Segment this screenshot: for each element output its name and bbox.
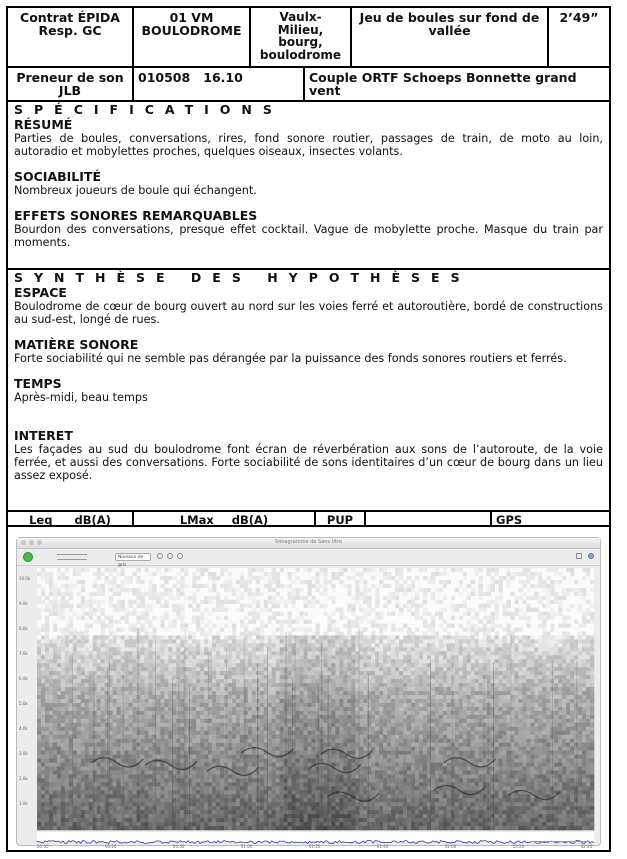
recording-row [8,68,609,102]
specifications-heading: SPÉCIFICATIONS [14,102,283,117]
time-scroll-slider[interactable] [530,841,590,842]
place-cell: Vaulx- Milieu, bourg, boulodrome [251,8,352,66]
frequency-tick: 3.0k [19,751,28,756]
lmax-cell [134,512,316,525]
pup-value-cell [366,512,492,525]
window-title: Sonagramme de Sans titre [275,539,342,545]
temps-text: Après-midi, beau temps [14,391,148,404]
time-tick: 01:00 [240,844,253,849]
frequency-tick: 2.0k [19,776,28,781]
time-tick: 00:40 [172,844,185,849]
synthese-section [8,270,609,510]
date-time-cell: 010508 16.10 [134,68,305,100]
title-cell: Jeu de boules sur fond de vallée [352,8,549,66]
code-cell: 01 VM BOULODROME [134,8,251,66]
operator-cell: Preneur de son JLB [8,68,134,100]
spectrogram-panel [8,527,609,850]
frequency-tick: 10.0k [19,576,31,581]
leq-cell [8,512,134,525]
frequency-tick: 5.0k [19,701,28,706]
bottom-bar [17,838,600,845]
lmax-unit: dB(A) [231,513,269,527]
zoom-in-icon[interactable] [157,553,163,559]
lmax-label: LMax [179,513,214,527]
spectrogram-plot [37,568,594,830]
effets-title: EFFETS SONORES REMARQUABLES [14,208,258,223]
setup-cell: Couple ORTF Schoeps Bonnette grand vent [309,70,577,98]
zoom-out-icon[interactable] [167,553,173,559]
time-tick: 00:00 [37,844,49,849]
sociabilite-text: Nombreux joueurs de boule qui échangent. [14,184,257,197]
duration-cell: 2’49” [559,10,599,25]
frequency-tick: 9.0k [19,601,28,606]
gps-cell: GPS [496,513,523,527]
frequency-tick: 1.0k [19,801,28,806]
time-tick: 02:20 [512,844,525,849]
resume-text: Parties de boules, conversations, rires, fond sonore routier, passages de train, de moto au loin, autoradio et mobylettes proches, quelques oiseaux, insectes volants. [14,132,603,158]
specifications-section [8,102,609,270]
spectrogram-toolbar [17,549,600,566]
frequency-tick: 6.0k [19,676,28,681]
info-icon[interactable] [588,553,594,559]
synthese-heading: SYNTHÈSE DES HYPOTHÈSES [14,270,471,285]
espace-title: ESPACE [14,285,67,300]
frequency-tick: 8.0k [19,626,28,631]
espace-text: Boulodrome de cœur de bourg ouvert au nord sur les voies ferré et autoroutière, bordé de constructions au sud-est, longé de rues. [14,300,603,326]
frequency-tick: 4.0k [19,726,28,731]
contract-cell: Contrat ÉPIDA Resp. GC [8,8,134,66]
spectrogram-window [16,537,601,849]
matiere-text: Forte sociabilité qui ne semble pas dérangée par la puissance des fonds sonores routiers et ferrés. [14,352,567,365]
sociabilite-title: SOCIABILITÉ [14,169,101,184]
spectrogram-image [37,568,594,830]
matiere-title: MATIÈRE SONORE [14,337,139,352]
time-tick: 02:40 [580,844,593,849]
record-button[interactable] [23,552,33,562]
time-tick: 01:40 [376,844,389,849]
measures-row [8,510,609,527]
time-tick: 01:20 [308,844,321,849]
resume-title: RÉSUMÉ [14,117,73,132]
interet-text: Les façades au sud du boulodrome font écran de réverbération aux sons de l’autoroute, de la voie ferrée, et aussi des conversations. Forte sociabilité de sons identitaires d’un cœur de bourg dans un lieu assez exposé. [14,443,603,482]
window-titlebar [17,538,600,549]
temps-title: TEMPS [14,376,62,391]
frequency-axis [17,568,37,830]
gain-slider[interactable] [57,554,87,555]
range-slider[interactable] [57,559,87,560]
frequency-tick: 7.0k [19,651,28,656]
zoom-fit-icon[interactable] [177,553,183,559]
leq-label: Leq [29,513,53,527]
time-tick: 02:00 [444,844,457,849]
sound-sheet [6,6,611,852]
effets-text: Bourdon des conversations, presque effet cocktail. Vague de mobylette proche. Masque du train par moments. [14,223,603,249]
time-tick: 00:20 [104,844,117,849]
interet-title: INTERET [14,428,73,443]
pup-cell: PUP [316,512,366,525]
color-mode-select[interactable]: Niveaux de gris [115,553,151,561]
header-row [8,8,609,68]
print-icon[interactable] [576,553,582,559]
leq-unit: dB(A) [74,513,111,527]
